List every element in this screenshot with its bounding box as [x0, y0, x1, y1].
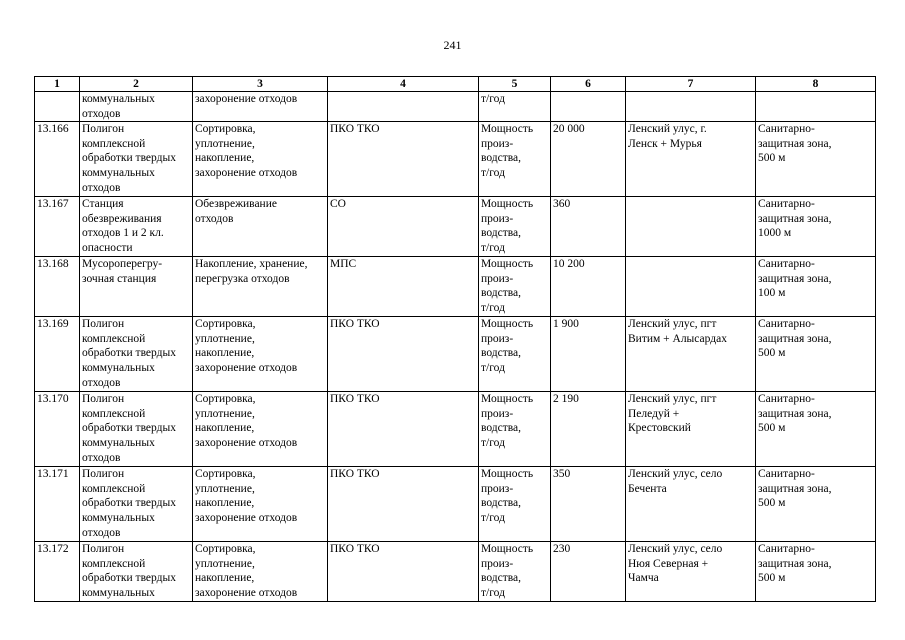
- row-number-cell: [35, 92, 80, 122]
- location-cell: [626, 467, 756, 542]
- facility-type-cell: [328, 92, 479, 122]
- activity-cell: [193, 257, 328, 317]
- capacity-label-cell: [479, 92, 551, 122]
- capacity-value-cell-text: 350: [553, 468, 571, 481]
- column-header: 5: [479, 77, 551, 92]
- facility-name-cell: [80, 317, 193, 392]
- row-number-cell-text: 13.171: [37, 468, 69, 481]
- facility-name-cell-text: Полигон комплексной обработки твердых коммунальных: [82, 543, 176, 599]
- activity-cell: [193, 317, 328, 392]
- facility-name-cell-text: Станция обезвреживания отходов 1 и 2 кл. опасности: [82, 198, 164, 254]
- location-cell-text: Ленский улус, пгт Витим + Алысардах: [628, 318, 727, 345]
- location-cell-text: Ленский улус, г. Ленск + Мурья: [628, 123, 707, 150]
- location-cell: [626, 317, 756, 392]
- facility-name-cell: [80, 467, 193, 542]
- capacity-label-cell: [479, 467, 551, 542]
- column-header: 3: [193, 77, 328, 92]
- capacity-value-cell-text: 360: [553, 198, 571, 211]
- location-cell: [626, 542, 756, 601]
- facility-type-cell-text: ПКО ТКО: [330, 318, 380, 331]
- table-row: [35, 467, 876, 542]
- activity-cell-text: Сортировка, уплотнение, накопление, захоронение отходов: [195, 318, 298, 374]
- sanitary-zone-cell-text: Санитарно- защитная зона, 1000 м: [758, 198, 832, 240]
- sanitary-zone-cell: [756, 92, 876, 122]
- capacity-value-cell: [551, 317, 626, 392]
- row-number-cell: [35, 122, 80, 197]
- activity-cell-text: Накопление, хранение, перегрузка отходов: [195, 258, 308, 285]
- table-row: [35, 92, 876, 122]
- capacity-label-cell-text: т/год: [481, 93, 505, 105]
- facility-type-cell: [328, 392, 479, 467]
- capacity-label-cell: [479, 392, 551, 467]
- facility-name-cell-text: коммунальных отходов: [82, 93, 155, 120]
- capacity-label-cell-text: Мощность произ- водства, т/год: [481, 393, 534, 449]
- sanitary-zone-cell: [756, 392, 876, 467]
- sanitary-zone-cell-text: Санитарно- защитная зона, 500 м: [758, 123, 832, 165]
- location-cell-text: Ленский улус, пгт Пеледуй + Крестовский: [628, 393, 717, 435]
- row-number-cell: [35, 197, 80, 257]
- capacity-value-cell: [551, 197, 626, 257]
- facility-name-cell: [80, 542, 193, 601]
- facility-type-cell: [328, 197, 479, 257]
- activity-cell-text: Сортировка, уплотнение, накопление, захоронение отходов: [195, 468, 298, 524]
- capacity-value-cell: [551, 122, 626, 197]
- activity-cell: [193, 392, 328, 467]
- capacity-label-cell: [479, 542, 551, 601]
- table-row: [35, 122, 876, 197]
- facility-name-cell: [80, 122, 193, 197]
- location-cell-text: Ленский улус, село Нюя Северная + Чамча: [628, 543, 723, 585]
- column-header: 7: [626, 77, 756, 92]
- facility-name-cell-text: Полигон комплексной обработки твердых коммунальных отходов: [82, 468, 176, 539]
- capacity-value-cell: [551, 257, 626, 317]
- capacity-value-cell: [551, 92, 626, 122]
- table-row: [35, 317, 876, 392]
- facility-name-cell: [80, 197, 193, 257]
- table-row: [35, 257, 876, 317]
- capacity-label-cell: [479, 317, 551, 392]
- page-number: 241: [443, 38, 462, 52]
- facility-type-cell: [328, 122, 479, 197]
- row-number-cell-text: 13.170: [37, 393, 69, 406]
- row-number-cell-text: 13.168: [37, 258, 69, 271]
- row-number-cell: [35, 257, 80, 317]
- activity-cell: [193, 542, 328, 601]
- facility-name-cell-text: Полигон комплексной обработки твердых коммунальных отходов: [82, 123, 176, 194]
- activity-cell: [193, 92, 328, 122]
- row-number-cell: [35, 317, 80, 392]
- location-cell: [626, 92, 756, 122]
- activity-cell: [193, 467, 328, 542]
- facility-type-cell-text: МПС: [330, 258, 357, 271]
- sanitary-zone-cell: [756, 257, 876, 317]
- capacity-label-cell: [479, 197, 551, 257]
- table-row: [35, 542, 876, 601]
- capacity-label-cell-text: Мощность произ- водства, т/год: [481, 468, 534, 524]
- capacity-label-cell: [479, 257, 551, 317]
- row-number-cell: [35, 467, 80, 542]
- capacity-value-cell-text: 10 200: [553, 258, 585, 271]
- capacity-value-cell: [551, 392, 626, 467]
- location-cell: [626, 257, 756, 317]
- sanitary-zone-cell: [756, 317, 876, 392]
- activity-cell-text: Сортировка, уплотнение, накопление, захоронение отходов: [195, 543, 298, 599]
- row-number-cell-text: 13.169: [37, 318, 69, 331]
- sanitary-zone-cell: [756, 467, 876, 542]
- facility-type-cell-text: ПКО ТКО: [330, 393, 380, 406]
- capacity-value-cell-text: 230: [553, 543, 571, 556]
- activity-cell-text: Сортировка, уплотнение, накопление, захоронение отходов: [195, 123, 298, 179]
- facility-name-cell: [80, 392, 193, 467]
- capacity-label-cell-text: Мощность произ- водства, т/год: [481, 318, 534, 374]
- facility-type-cell-text: ПКО ТКО: [330, 543, 380, 556]
- sanitary-zone-cell-text: Санитарно- защитная зона, 500 м: [758, 318, 832, 360]
- capacity-label-cell-text: Мощность произ- водства, т/год: [481, 258, 534, 314]
- sanitary-zone-cell-text: Санитарно- защитная зона, 500 м: [758, 393, 832, 435]
- facility-type-cell-text: ПКО ТКО: [330, 123, 380, 136]
- facility-name-cell-text: Мусороперегру- зочная станция: [82, 258, 163, 285]
- location-cell-text: Ленский улус, село Бечента: [628, 468, 723, 495]
- sanitary-zone-cell: [756, 197, 876, 257]
- facility-type-cell: [328, 467, 479, 542]
- activity-cell-text: Сортировка, уплотнение, накопление, захоронение отходов: [195, 393, 298, 449]
- column-header: 6: [551, 77, 626, 92]
- facility-type-cell: [328, 542, 479, 601]
- capacity-value-cell: [551, 542, 626, 601]
- capacity-label-cell-text: Мощность произ- водства, т/год: [481, 543, 534, 599]
- sanitary-zone-cell-text: Санитарно- защитная зона, 500 м: [758, 543, 832, 585]
- facility-type-cell: [328, 257, 479, 317]
- row-number-cell: [35, 392, 80, 467]
- activity-cell-text: Обезвреживание отходов: [195, 198, 277, 225]
- capacity-value-cell-text: 1 900: [553, 318, 579, 331]
- facility-type-cell-text: СО: [330, 198, 346, 211]
- facility-name-cell-text: Полигон комплексной обработки твердых коммунальных отходов: [82, 393, 176, 464]
- table-row: [35, 392, 876, 467]
- location-cell: [626, 197, 756, 257]
- capacity-label-cell: [479, 122, 551, 197]
- capacity-value-cell-text: 2 190: [553, 393, 579, 406]
- facility-name-cell-text: Полигон комплексной обработки твердых коммунальных отходов: [82, 318, 176, 389]
- facility-name-cell: [80, 257, 193, 317]
- column-header: 4: [328, 77, 479, 92]
- table-body: [35, 92, 876, 602]
- facility-type-cell-text: ПКО ТКО: [330, 468, 380, 481]
- row-number-cell-text: 13.166: [37, 123, 69, 136]
- facility-name-cell: [80, 92, 193, 122]
- capacity-value-cell-text: 20 000: [553, 123, 585, 136]
- sanitary-zone-cell-text: Санитарно- защитная зона, 100 м: [758, 258, 832, 300]
- facilities-table: [34, 76, 876, 602]
- header-row: [35, 77, 876, 92]
- sanitary-zone-cell: [756, 122, 876, 197]
- location-cell: [626, 392, 756, 467]
- sanitary-zone-cell: [756, 542, 876, 601]
- column-header: 2: [80, 77, 193, 92]
- table-row: [35, 197, 876, 257]
- row-number-cell: [35, 542, 80, 601]
- location-cell: [626, 122, 756, 197]
- facility-type-cell: [328, 317, 479, 392]
- capacity-label-cell-text: Мощность произ- водства, т/год: [481, 198, 534, 254]
- capacity-value-cell: [551, 467, 626, 542]
- column-header: 8: [756, 77, 876, 92]
- activity-cell-text: захоронение отходов: [195, 93, 298, 105]
- row-number-cell-text: 13.167: [37, 198, 69, 211]
- sanitary-zone-cell-text: Санитарно- защитная зона, 500 м: [758, 468, 832, 510]
- row-number-cell-text: 13.172: [37, 543, 69, 556]
- activity-cell: [193, 197, 328, 257]
- activity-cell: [193, 122, 328, 197]
- capacity-label-cell-text: Мощность произ- водства, т/год: [481, 123, 534, 179]
- column-header: 1: [35, 77, 80, 92]
